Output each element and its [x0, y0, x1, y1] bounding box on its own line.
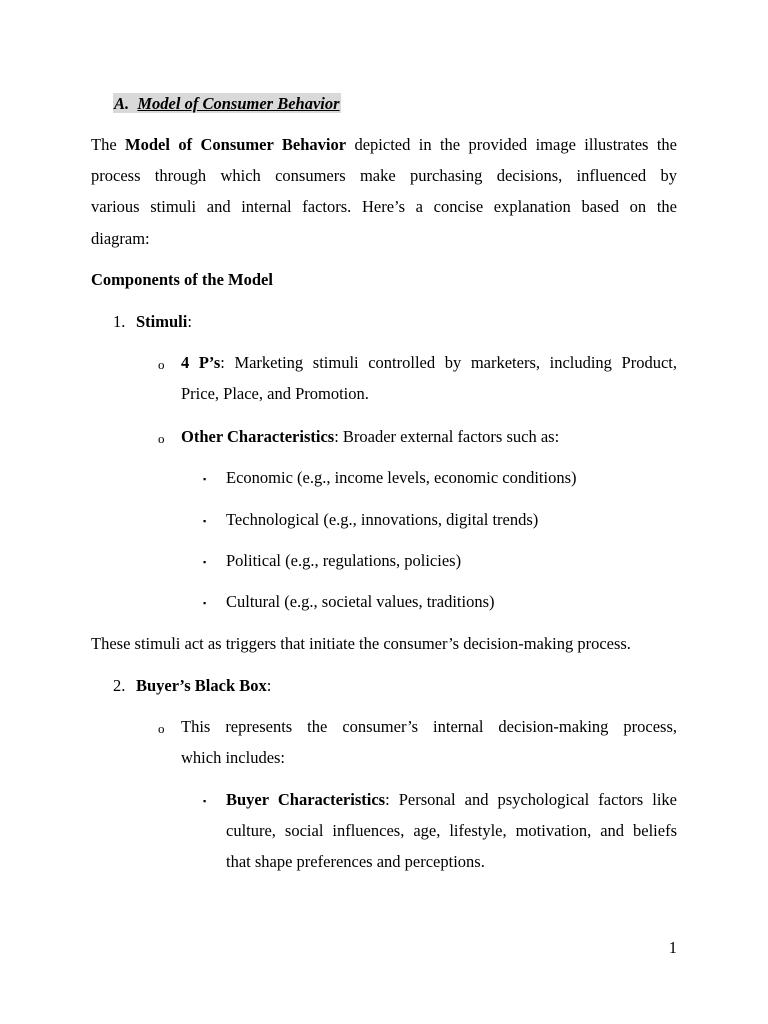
intro-line-4: diagram: [91, 229, 150, 248]
black-box-line-1: This represents the consumer’s internal decision-making process, [181, 717, 677, 736]
item1-heading: Stimuli: [136, 312, 192, 331]
circle-bullet-icon: o [158, 721, 165, 736]
black-box-line-2: which includes: [181, 748, 286, 767]
section-letter: A. [114, 94, 130, 113]
four-ps-line-2: Price, Place, and Promotion. [181, 384, 369, 403]
buyer-characteristics-line-1: Buyer Characteristics: Personal and psychological factors like [226, 790, 677, 809]
intro-line-1: The Model of Consumer Behavior depicted in the provided image illustrates the [91, 135, 677, 154]
item2-heading: Buyer’s Black Box: [136, 676, 272, 695]
section-title: Model of Consumer Behavior [137, 94, 340, 113]
factor-technological: Technological (e.g., innovations, digital trends) [226, 510, 539, 529]
intro-line-3: various stimuli and internal factors. Here’s a concise explanation based on the [91, 197, 677, 216]
four-ps-line-1: 4 P’s: Marketing stimuli controlled by marketers, including Product, [181, 353, 677, 372]
section-heading [113, 94, 341, 114]
intro-bold-term: Model of Consumer Behavior [125, 135, 347, 154]
buyer-characteristics-line-2: culture, social influences, age, lifestyle, motivation, and beliefs [226, 821, 677, 840]
square-bullet-icon: ▪ [203, 796, 207, 806]
factor-economic: Economic (e.g., income levels, economic conditions) [226, 468, 577, 487]
square-bullet-icon: ▪ [203, 474, 207, 484]
item2-number: 2. [113, 676, 126, 695]
square-bullet-icon: ▪ [203, 557, 207, 567]
buyer-characteristics-line-3: that shape preferences and perceptions. [226, 852, 485, 871]
circle-bullet-icon: o [158, 357, 165, 372]
components-heading: Components of the Model [91, 270, 273, 289]
intro-line-2: process through which consumers make purchasing decisions, influenced by [91, 166, 677, 185]
factor-cultural: Cultural (e.g., societal values, traditions) [226, 592, 495, 611]
square-bullet-icon: ▪ [203, 516, 207, 526]
other-characteristics-line: Other Characteristics: Broader external factors such as: [181, 427, 560, 446]
page-number: 1 [668, 938, 677, 957]
circle-bullet-icon: o [158, 431, 165, 446]
item1-number: 1. [113, 312, 126, 331]
stimuli-summary: These stimuli act as triggers that initiate the consumer’s decision-making process. [91, 634, 631, 653]
square-bullet-icon: ▪ [203, 598, 207, 608]
factor-political: Political (e.g., regulations, policies) [226, 551, 462, 570]
